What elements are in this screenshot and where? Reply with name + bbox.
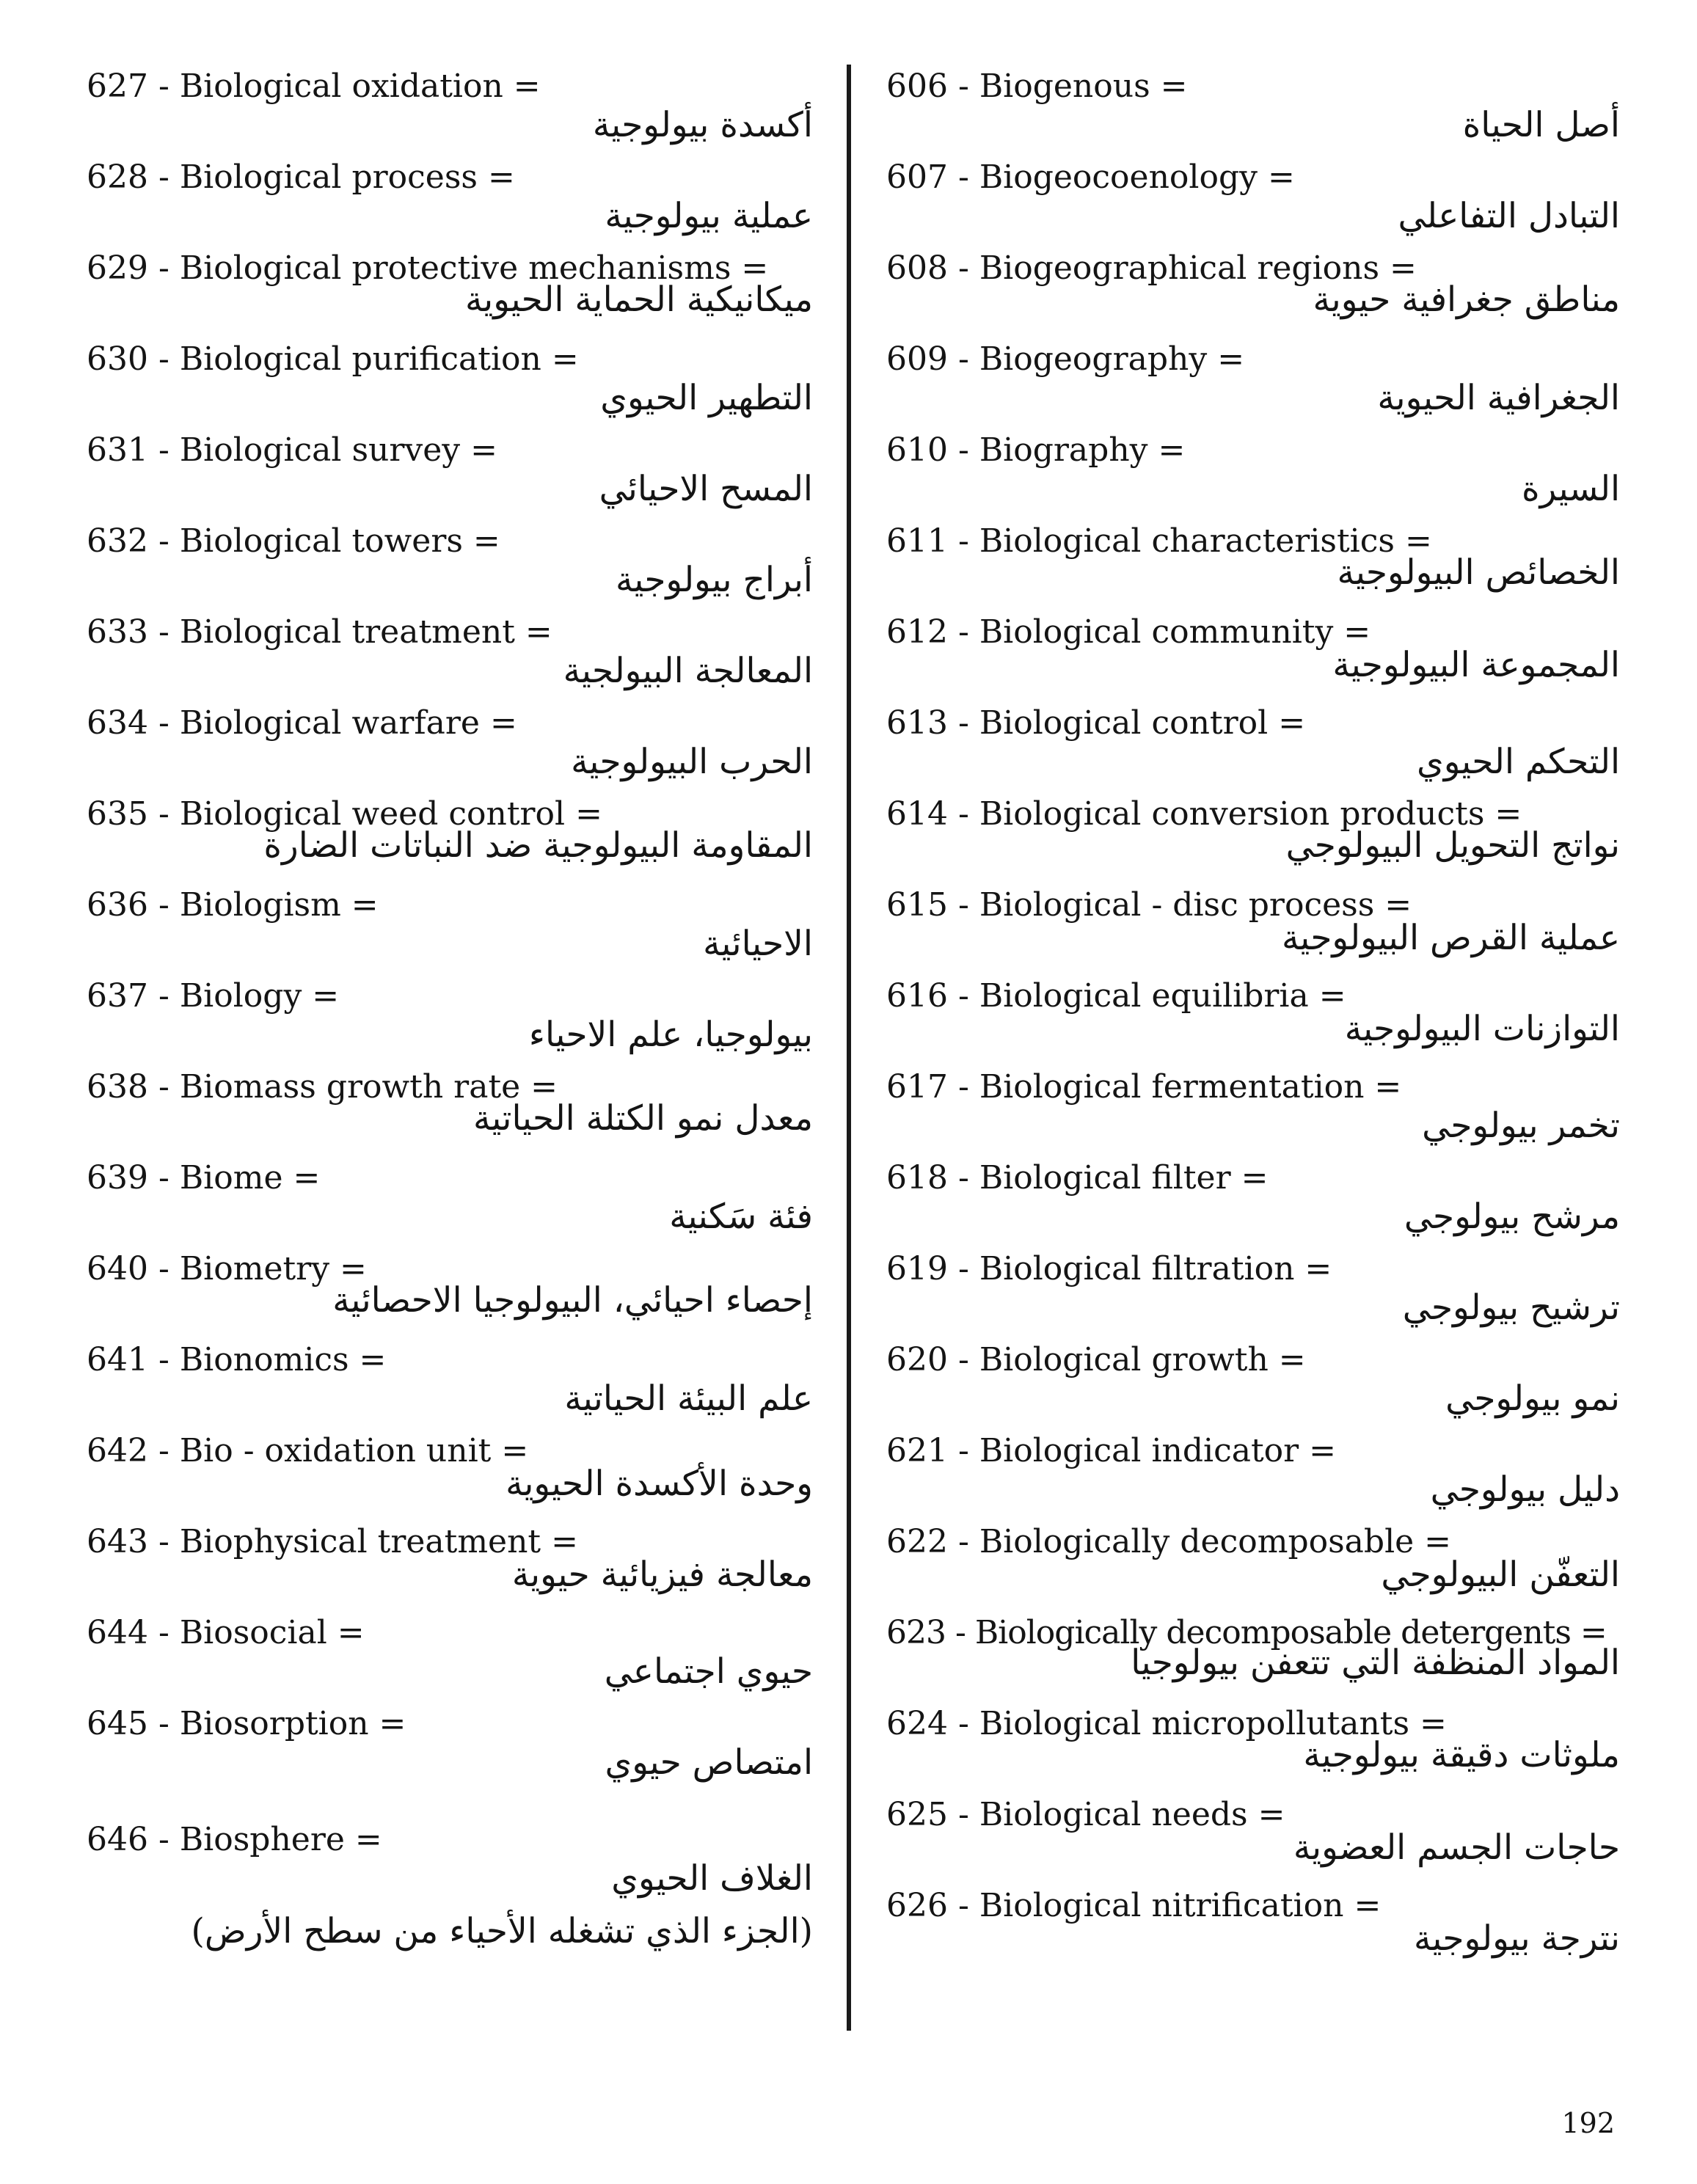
entry-term: 632 - Biological towers = bbox=[87, 522, 500, 560]
entry-translation: حاجات الجسم العضوية bbox=[1293, 1827, 1620, 1868]
entry-term: 634 - Biological warfare = bbox=[87, 704, 517, 742]
entry-term: 644 - Biosocial = bbox=[87, 1614, 365, 1651]
entry-translation: فئة سَكنية bbox=[669, 1197, 813, 1237]
entry-term: 621 - Biological indicator = bbox=[886, 1432, 1337, 1469]
entry-translation: التطهير الحيوي bbox=[600, 378, 813, 418]
entry-term: 646 - Biosphere = bbox=[87, 1821, 382, 1858]
entry-term: 641 - Bionomics = bbox=[87, 1341, 387, 1378]
entry-term: 615 - Biological - disc process = bbox=[886, 886, 1412, 924]
entry-term: 616 - Biological equilibria = bbox=[886, 977, 1346, 1015]
entry-term: 610 - Biography = bbox=[886, 431, 1186, 469]
entry-term: 629 - Biological protective mechanisms = bbox=[87, 249, 769, 287]
entry-translation: أبراج بيولوجية bbox=[616, 560, 813, 600]
entry-term: 613 - Biological control = bbox=[886, 704, 1306, 742]
entry-translation: أصل الحياة bbox=[1462, 105, 1620, 145]
entry-term: 618 - Biological filter = bbox=[886, 1159, 1269, 1197]
entry-term: 606 - Biogenous = bbox=[886, 67, 1188, 105]
entry-translation: التوازنات البيولوجية bbox=[1344, 1009, 1620, 1049]
entry-term: 614 - Biological conversion products = bbox=[886, 795, 1522, 833]
entry-term: 626 - Biological nitrification = bbox=[886, 1887, 1382, 1924]
entry-translation: التعفّن البيولوجي bbox=[1381, 1555, 1620, 1595]
entry-translation: ميكانيكية الحماية الحيوية bbox=[464, 280, 813, 320]
entry-translation: السيرة bbox=[1521, 469, 1620, 509]
entry-translation: نترجة بيولوجية bbox=[1414, 1918, 1620, 1959]
entry-term: 628 - Biological process = bbox=[87, 158, 515, 196]
entry-translation: تخمر بيولوجي bbox=[1422, 1106, 1620, 1146]
entry-term: 639 - Biome = bbox=[87, 1159, 321, 1197]
entry-term: 630 - Biological purification = bbox=[87, 340, 579, 378]
entry-term: 619 - Biological filtration = bbox=[886, 1250, 1332, 1288]
entry-translation: حيوي اجتماعي bbox=[604, 1651, 813, 1692]
entry-term: 631 - Biological survey = bbox=[87, 431, 498, 469]
entry-translation: امتصاص حيوي bbox=[605, 1742, 813, 1783]
entry-translation: وحدة الأكسدة الحيوية bbox=[506, 1464, 813, 1504]
entry-translation: الاحيائية bbox=[703, 924, 813, 964]
entry-translation: نمو بيولوجي bbox=[1445, 1378, 1620, 1419]
entry-term: 633 - Biological treatment = bbox=[87, 613, 552, 651]
entry-term: 617 - Biological fermentation = bbox=[886, 1068, 1402, 1106]
entry-translation: الحرب البيولوجية bbox=[571, 742, 813, 782]
entry-term: 612 - Biological community = bbox=[886, 613, 1371, 651]
entry-note: (الجزء الذي تشغله الأحياء من سطح الأرض) bbox=[191, 1911, 813, 1951]
entry-term: 608 - Biogeographical regions = bbox=[886, 249, 1417, 287]
entry-translation: الغلاف الحيوي bbox=[611, 1858, 813, 1899]
entry-translation: إحصاء احيائي، البيولوجيا الاحصائية bbox=[332, 1280, 813, 1321]
entry-translation: نواتج التحويل البيولوجي bbox=[1285, 825, 1620, 866]
entry-term: 645 - Biosorption = bbox=[87, 1705, 406, 1742]
entry-translation: مرشح بيولوجي bbox=[1404, 1197, 1620, 1237]
entry-translation: المجموعة البيولوجية bbox=[1332, 645, 1620, 685]
entry-translation: ترشيح بيولوجي bbox=[1402, 1288, 1620, 1328]
entry-term: 638 - Biomass growth rate = bbox=[87, 1068, 558, 1106]
entry-term: 624 - Biological micropollutants = bbox=[886, 1705, 1447, 1742]
entry-translation: الخصائص البيولوجية bbox=[1337, 552, 1620, 593]
entry-translation: التبادل التفاعلي bbox=[1398, 196, 1620, 236]
entry-term: 642 - Bio - oxidation unit = bbox=[87, 1432, 529, 1469]
entry-term: 637 - Biology = bbox=[87, 977, 340, 1015]
entry-translation: معالجة فيزيائية حيوية bbox=[511, 1555, 813, 1595]
entry-translation: علم البيئة الحياتية bbox=[564, 1378, 813, 1419]
entry-translation: مناطق جغرافية حيوية bbox=[1313, 280, 1620, 320]
entry-term: 635 - Biological weed control = bbox=[87, 795, 602, 833]
entry-translation: عملية القرص البيولوجية bbox=[1281, 918, 1620, 958]
entry-term: 611 - Biological characteristics = bbox=[886, 522, 1432, 560]
entry-translation: أكسدة بيولوجية bbox=[592, 105, 813, 145]
entry-translation: ملوثات دقيقة بيولوجية bbox=[1303, 1735, 1620, 1775]
entry-term: 625 - Biological needs = bbox=[886, 1796, 1285, 1833]
entry-term: 636 - Biologism = bbox=[87, 886, 379, 924]
entry-translation: المواد المنظفة التي تتعفن بيولوجيا bbox=[1131, 1643, 1620, 1683]
entry-term: 622 - Biologically decomposable = bbox=[886, 1523, 1452, 1560]
entry-translation: معدل نمو الكتلة الحياتية bbox=[473, 1098, 813, 1139]
entry-translation: عملية بيولوجية bbox=[605, 196, 813, 236]
entry-term: 609 - Biogeography = bbox=[886, 340, 1245, 378]
entry-term: 607 - Biogeocoenology = bbox=[886, 158, 1295, 196]
entry-term: 620 - Biological growth = bbox=[886, 1341, 1306, 1378]
entry-translation: المقاومة البيولوجية ضد النباتات الضارة bbox=[263, 825, 813, 866]
entry-translation: المسح الاحيائي bbox=[599, 469, 813, 509]
page-number: 192 bbox=[1561, 2107, 1615, 2139]
entry-term: 623 - Biologically decomposable detergents = bbox=[886, 1614, 1607, 1651]
entry-translation: بيولوجيا، علم الاحياء bbox=[528, 1015, 813, 1055]
column-divider bbox=[847, 65, 851, 2031]
entry-translation: التحكم الحيوي bbox=[1416, 742, 1620, 782]
entry-translation: المعالجة البيولجية bbox=[563, 651, 813, 691]
entry-translation: دليل بيولوجي bbox=[1430, 1469, 1620, 1510]
entry-translation: الجغرافية الحيوية bbox=[1377, 378, 1620, 418]
entry-term: 643 - Biophysical treatment = bbox=[87, 1523, 578, 1560]
entry-term: 640 - Biometry = bbox=[87, 1250, 367, 1288]
entry-term: 627 - Biological oxidation = bbox=[87, 67, 541, 105]
